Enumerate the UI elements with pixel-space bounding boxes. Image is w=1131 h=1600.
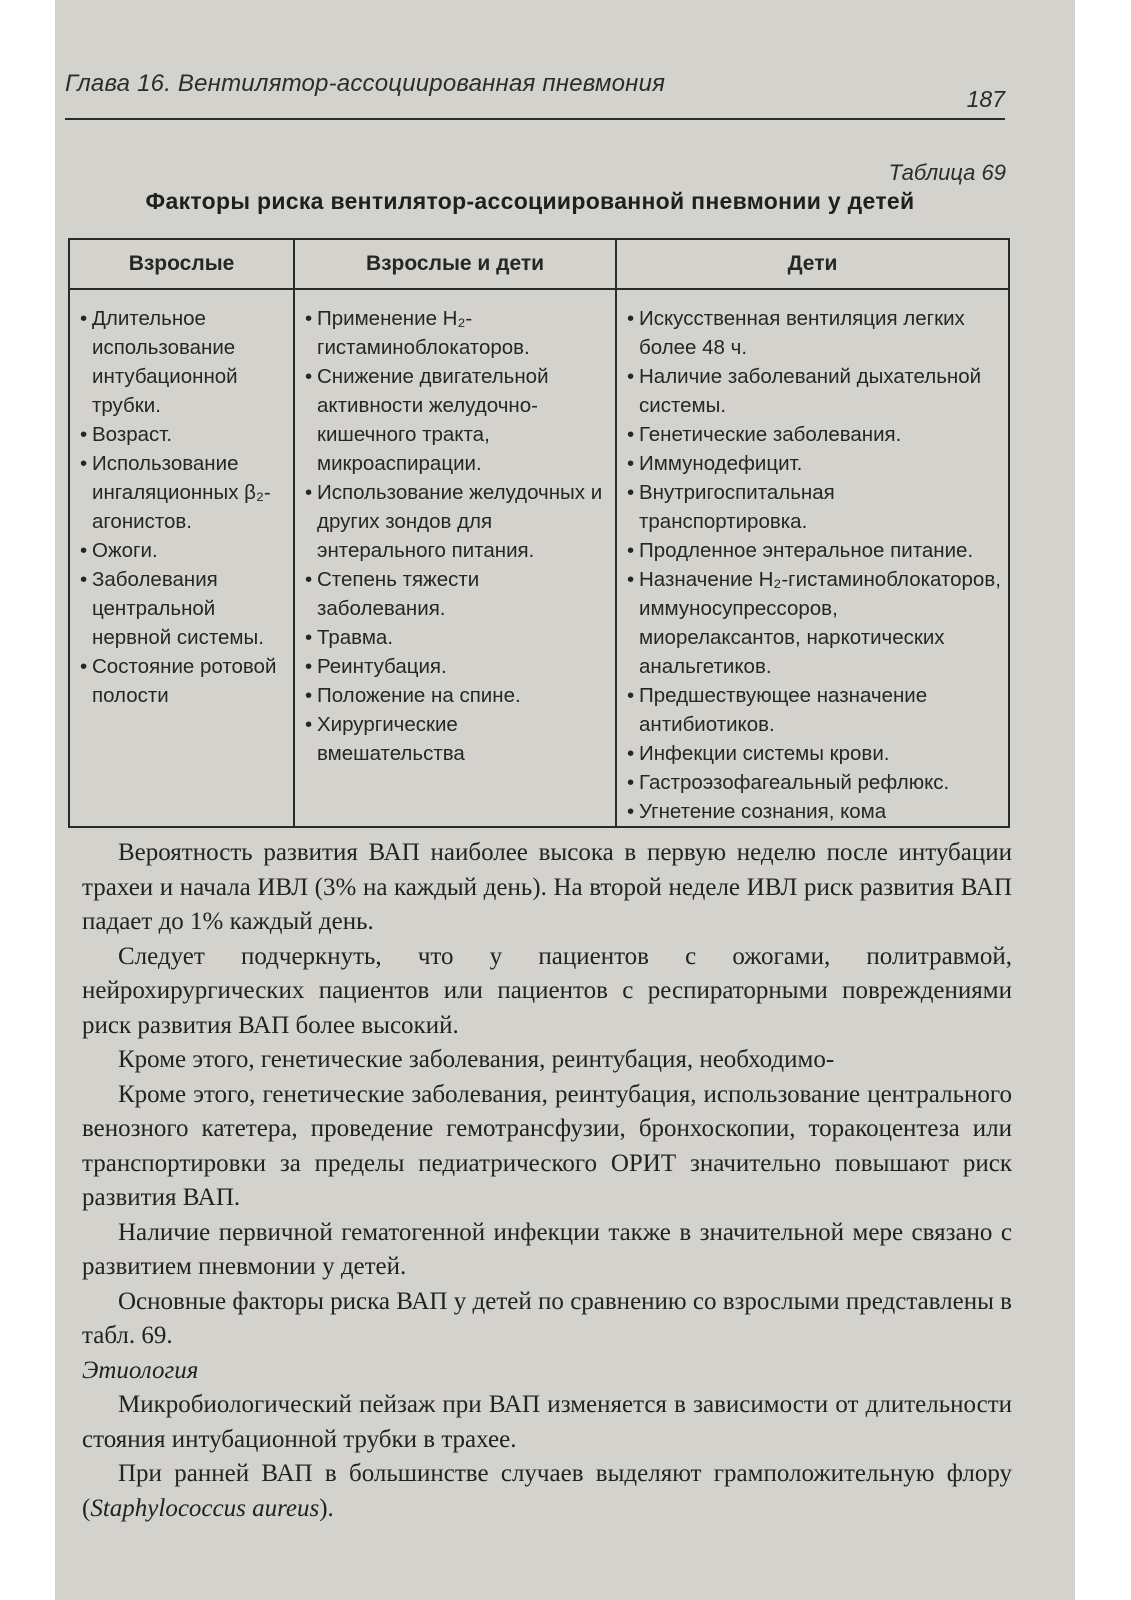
list-item: • Реинтубация. <box>305 652 609 681</box>
list-item: • Ожоги. <box>80 536 287 565</box>
page-number: 187 <box>966 86 1005 112</box>
list-item: • Использование желудочных и других зондов для энтерального питания. <box>305 478 609 565</box>
table-row <box>69 289 1009 827</box>
risk-factors-table <box>68 238 1010 828</box>
list-item: • Применение H₂-гистаминоблокаторов. <box>305 304 609 362</box>
cell-adults <box>69 289 294 827</box>
list-item: • Назначение H₂-гистаминоблокаторов, иммуносупрессоров, миорелаксантов, наркотических анальгетиков. <box>627 565 1002 681</box>
list-item: • Заболевания центральной нервной системы. <box>80 565 287 652</box>
list-item: • Степень тяжести заболевания. <box>305 565 609 623</box>
list-item: • Снижение двигательной активности желудочно-кишечного тракта, микроаспирации. <box>305 362 609 478</box>
list-item: • Положение на спине. <box>305 681 609 710</box>
paragraph: Следует подчеркнуть, что у пациентов с ожогами, политравмой, нейрохирургических пациентов или пациентов с респираторными повреждениями риск развития ВАП более высокий. <box>82 942 1012 1039</box>
list-item: • Использование ингаляционных β₂-агонистов. <box>80 449 287 536</box>
list-item: • Генетические заболевания. <box>627 420 1002 449</box>
table-label: Таблица 69 <box>888 160 1006 185</box>
species-name: Staphylococcus aureus <box>90 1494 320 1522</box>
cell-children <box>616 289 1009 827</box>
paragraph: Вероятность развития ВАП наиболее высока в первую неделю после интубации трахеи и начала ИВЛ (3% на каждый день). На второй неделе ИВЛ риск развития ВАП падает до 1% каждый день. <box>82 839 1012 935</box>
table-title: Факторы риска вентилятор-ассоциированной пневмонии у детей <box>145 188 915 214</box>
paragraph: Наличие первичной гематогенной инфекции также в значительной мере связано с развитием пневмонии у детей. <box>82 1218 1012 1280</box>
header-rule <box>65 118 1005 120</box>
column-header-adults: Взрослые <box>69 239 294 289</box>
list-item: • Возраст. <box>80 420 287 449</box>
list-item: • Травма. <box>305 623 609 652</box>
paragraph <box>82 1457 1012 1526</box>
list-item: • Состояние ротовой полости <box>80 652 287 710</box>
paragraph-text: При ранней ВАП в большинстве случаев выделяют грамположительную флору ( <box>82 1460 1012 1522</box>
cell-adults-and-children <box>294 289 616 827</box>
body-text <box>82 836 1012 1526</box>
paragraph: Основные факторы риска ВАП у детей по сравнению со взрослыми представлены в табл. 69. <box>82 1287 1012 1349</box>
section-heading: Этиология <box>82 1356 199 1384</box>
list-item: • Хирургические вмешательства <box>305 710 609 768</box>
list-item: • Инфекции системы крови. <box>627 739 1002 768</box>
column-header-children: Дети <box>616 239 1009 289</box>
table-header-row <box>69 239 1009 289</box>
paragraph-text: ). <box>319 1494 334 1522</box>
paragraph: Кроме этого, генетические заболевания, реинтубация, использование центрального венозного катетера, проведение гемотрансфузии, бронхоскопии, торакоцентеза или транспортировки за пределы педиатрического ОРИТ значительно повышают риск развития ВАП. <box>82 1080 1012 1211</box>
list-item: • Искусственная вентиляция легких более 48 ч. <box>627 304 1002 362</box>
list-item: • Иммунодефицит. <box>627 449 1002 478</box>
list-item: • Угнетение сознания, кома <box>627 797 1002 826</box>
list-item: • Длительное использование интубационной трубки. <box>80 304 287 420</box>
list-item: • Наличие заболеваний дыхательной системы. <box>627 362 1002 420</box>
column-header-adults-and-children: Взрослые и дети <box>294 239 616 289</box>
paragraph: Микробиологический пейзаж при ВАП изменяется в зависимости от длительности стояния интубационной трубки в трахее. <box>82 1391 1012 1453</box>
paragraph: Кроме этого, генетические заболевания, реинтубация, необходимо- <box>118 1046 835 1073</box>
list-item: • Предшествующее назначение антибиотиков. <box>627 681 1002 739</box>
list-item: • Продленное энтеральное питание. <box>627 536 1002 565</box>
list-item: • Гастроэзофагеальный рефлюкс. <box>627 768 1002 797</box>
list-item: • Внутригоспитальная транспортировка. <box>627 478 1002 536</box>
running-header <box>65 62 1005 122</box>
chapter-title: Глава 16. Вентилятор-ассоциированная пневмония <box>65 70 666 97</box>
